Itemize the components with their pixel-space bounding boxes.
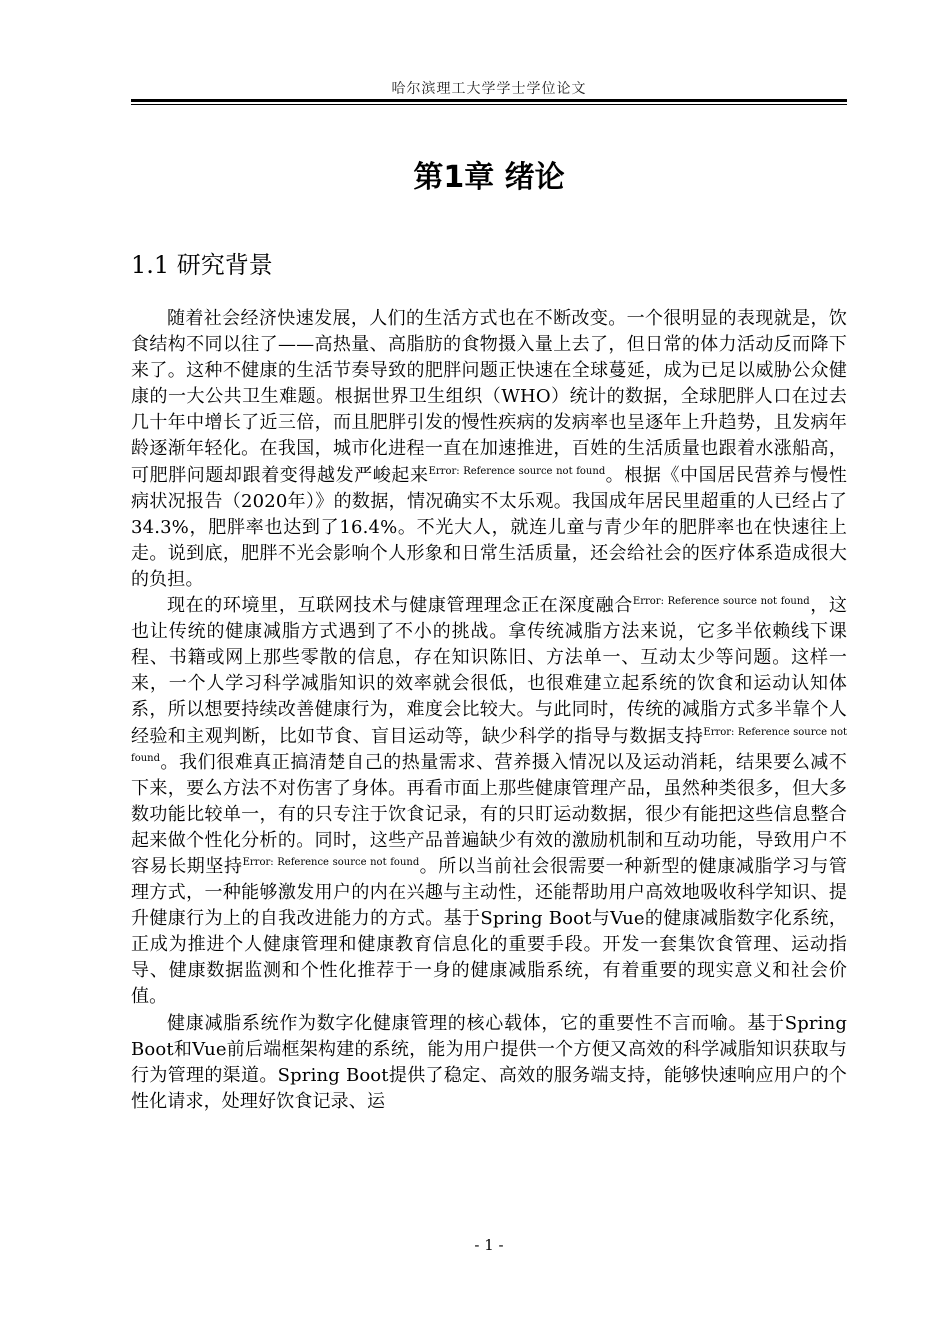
header-rule-thick	[131, 99, 847, 102]
section-title: 1.1 研究背景	[131, 251, 273, 279]
page-number: - 1 -	[474, 1236, 504, 1254]
citation-error: Error: Reference source not found	[242, 856, 420, 868]
paragraph-text: 。根据《中国居民营养与慢性病状况报告（2020年）》的数据，情况确实不太乐观。我国成年居民里超重的人已经占了34.3%，肥胖率也达到了16.4%。不光大人，就连儿童与青少年的肥胖率也在快速往上走。说到底，肥胖不光会影响个人形象和日常生活质量，还会给社会的医疗体系造成很大的负担。	[131, 464, 847, 590]
paragraph-text: 。所以当前社会很需要一种新型的健康减脂学习与管理方式，一种能够激发用户的内在兴趣与主动性，还能帮助用户高效地吸收科学知识、提升健康行为上的自我改进能力的方式。基于Spring Boot与Vue的健康减脂数字化系统，正成为推进个人健康管理和健康教育信息化的重要手段。开发一套集饮食管理、运动指导、健康数据监测和个性化推荐于一身的健康减脂系统，有着重要的现实意义和社会价值。	[131, 855, 847, 1008]
paragraph-3	[131, 1011, 847, 1115]
paragraph-1	[131, 306, 847, 593]
running-header: 哈尔滨理工大学学士学位论文	[391, 81, 587, 97]
paragraph-2	[131, 593, 847, 1011]
paragraph-text: ，这也让传统的健康减脂方式遇到了不小的挑战。拿传统减脂方法来说，它多半依赖线下课程、书籍或网上那些零散的信息，存在知识陈旧、方法单一、互动太少等问题。这样一来，一个人学习科学减脂知识的效率就会很低，也很难建立起系统的饮食和运动认知体系，所以想要持续改善健康行为，难度会比较大。与此同时，传统的减脂方式多半靠个人经验和主观判断，比如节食、盲目运动等，缺少科学的指导与数据支持	[131, 595, 847, 747]
citation-error: Error: Reference source not found	[131, 726, 847, 764]
paragraph-text: 现在的环境里，互联网技术与健康管理理念正在深度融合	[167, 595, 633, 617]
citation-error: Error: Reference source not found	[632, 596, 810, 608]
citation-error: Error: Reference source not found	[428, 465, 606, 477]
chapter-title: 第1章 绪论	[413, 160, 565, 195]
header-rule-thin	[131, 104, 847, 105]
body-text	[131, 306, 847, 1115]
paragraph-text: 健康减脂系统作为数字化健康管理的核心载体，它的重要性不言而喻。基于Spring Boot和Vue前后端框架构建的系统，能为用户提供一个方便又高效的科学减脂知识获取与行为管理的渠道。Spring Boot提供了稳定、高效的服务端支持，能够快速响应用户的个性化请求，处理好饮食记录、运	[131, 1012, 847, 1112]
paragraph-text: 。我们很难真正搞清楚自己的热量需求、营养摄入情况以及运动消耗，结果要么减不下来，要么方法不对伤害了身体。再看市面上那些健康管理产品，虽然种类很多，但大多数功能比较单一，有的只专注于饮食记录，有的只盯运动数据，很少有能把这些信息整合起来做个性化分析的。同时，这些产品普遍缺少有效的激励机制和互动功能，导致用户不容易长期坚持	[131, 751, 847, 877]
paragraph-text: 随着社会经济快速发展，人们的生活方式也在不断改变。一个很明显的表现就是，饮食结构不同以往了——高热量、高脂肪的食物摄入量上去了，但日常的体力活动反而降下来了。这种不健康的生活节奏导致的肥胖问题正快速在全球蔓延，成为已足以威胁公众健康的一大公共卫生难题。根据世界卫生组织（WHO）统计的数据，全球肥胖人口在过去几十年中增长了近三倍，而且肥胖引发的慢性疾病的发病率也呈逐年上升趋势，且发病年龄逐渐年轻化。在我国，城市化进程一直在加速推进，百姓的生活质量也跟着水涨船高，可肥胖问题却跟着变得越发严峻起来	[131, 308, 847, 486]
